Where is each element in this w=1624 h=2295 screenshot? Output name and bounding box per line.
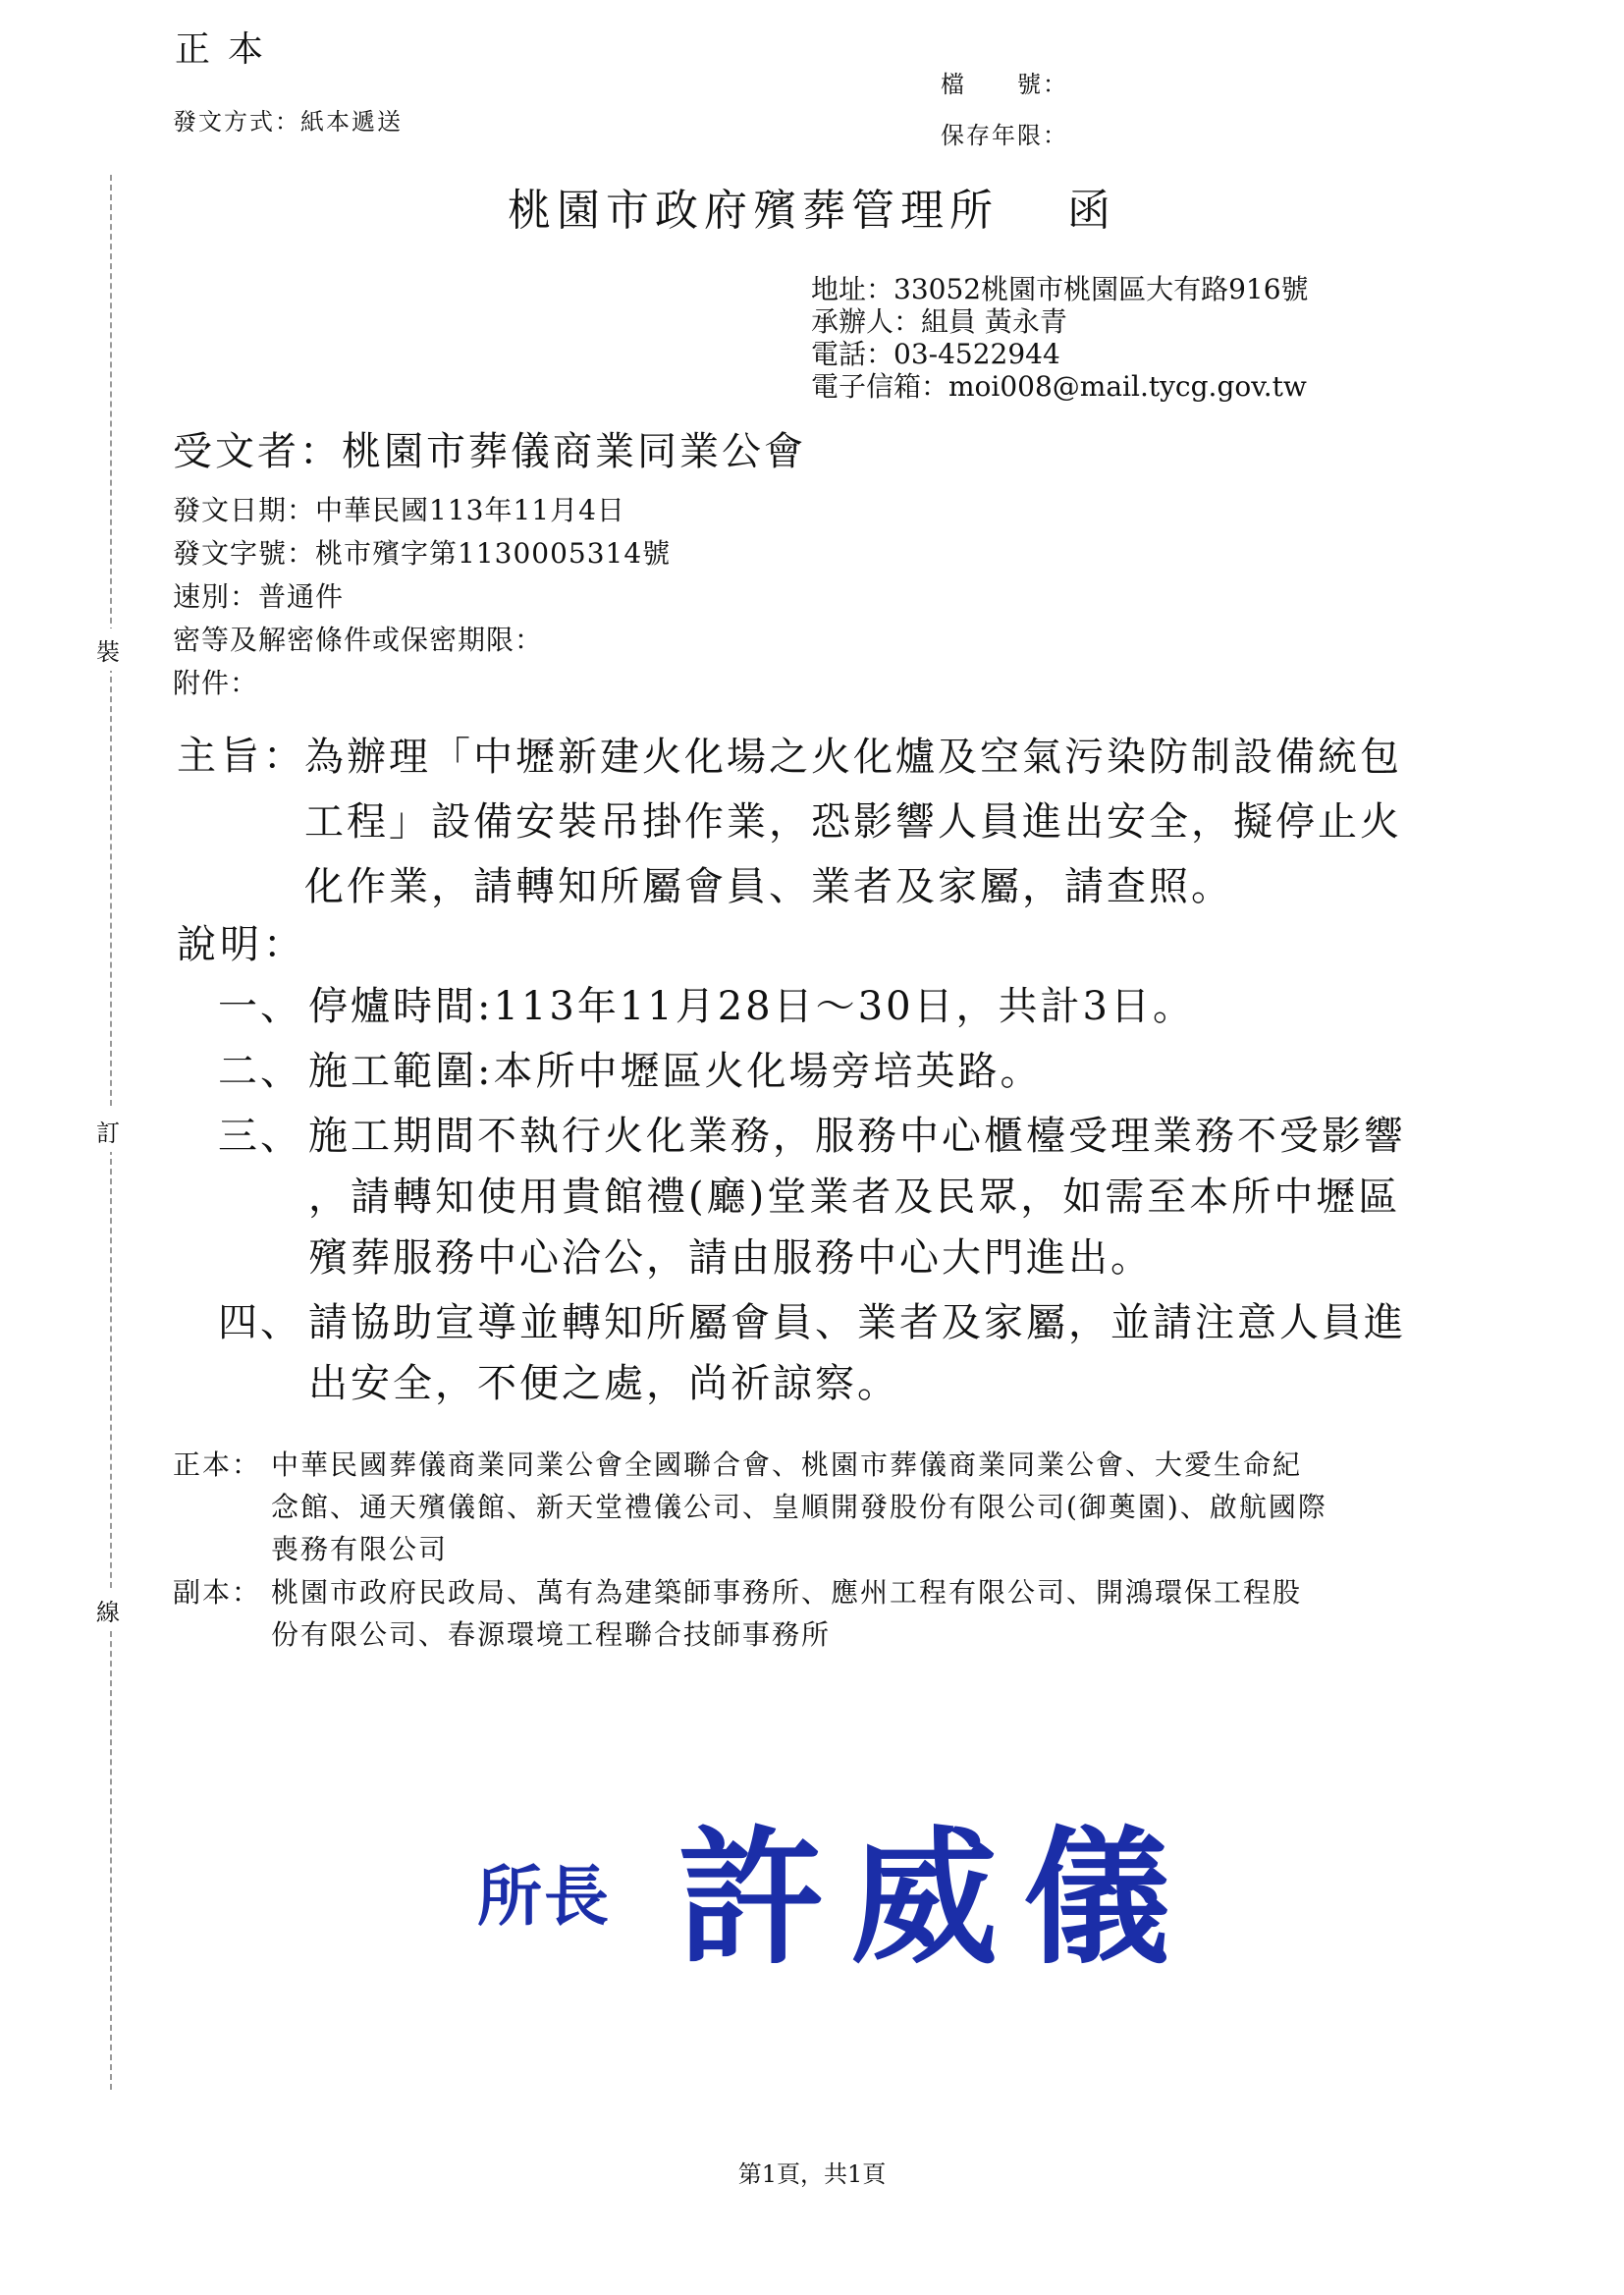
subject-line: 為辦理「中壢新建火化場之火化爐及空氣污染防制設備統包 (304, 735, 1402, 780)
contact-address: 地址：33052桃園市桃園區大有路916號 (811, 273, 1309, 305)
contact-block (811, 273, 1309, 403)
subject-text (304, 725, 1463, 919)
item-number: 二、 (218, 1049, 302, 1094)
contact-handler: 承辦人：組員 黃永青 (811, 305, 1067, 338)
page-indicator: 第1頁，共1頁 (737, 2160, 887, 2188)
explanation-item (218, 1292, 1475, 1414)
item-line: 出安全，不便之處，尚祈諒察。 (308, 1361, 899, 1406)
item-line: 殯葬服務中心洽公，請由服務中心大門進出。 (308, 1235, 1153, 1281)
issue-date: 發文日期：中華民國113年11月4日 (173, 494, 625, 526)
speed-category: 速別：普通件 (173, 580, 345, 613)
retention-period-label: 保存年限： (941, 122, 1068, 149)
contact-phone: 電話：03-4522944 (811, 338, 1060, 370)
document-title (0, 175, 1624, 238)
signature-name: 許威儀 (677, 1812, 1197, 1985)
delivery-method: 發文方式：紙本遞送 (173, 108, 403, 136)
item-line: 請協助宣導並轉知所屬會員、業者及家屬，並請注意人員進 (308, 1300, 1406, 1345)
document-type: 函 (1067, 186, 1116, 236)
item-number: 四、 (218, 1300, 302, 1345)
recipient: 受文者：桃園市葬儀商業同業公會 (173, 429, 806, 474)
contact-email: 電子信箱：moi008@mail.tycg.gov.tw (811, 370, 1307, 403)
distribution-line: 份有限公司、春源環境工程聯合技師事務所 (271, 1618, 832, 1651)
explanation-item (218, 1041, 1475, 1102)
binding-mark-ding: 訂 (96, 1110, 120, 1152)
copy-distribution (173, 1571, 1302, 1656)
document-meta (173, 489, 671, 705)
explanation-list (218, 976, 1475, 1418)
secrecy-level: 密等及解密條件或保密期限： (173, 624, 544, 656)
archive-info (941, 59, 1068, 161)
distribution-line: 念館、通天殯儀館、新天堂禮儀公司、皇順開發股份有限公司(御薁園)、啟航國際 (271, 1491, 1327, 1523)
document-number: 發文字號：桃市殯字第1130005314號 (173, 537, 672, 570)
item-line: 施工範圍:本所中壢區火化場旁培英路。 (308, 1049, 1043, 1094)
subject-line: 化作業，請轉知所屬會員、業者及家屬，請查照。 (304, 864, 1233, 909)
signature-title: 所長 (477, 1858, 611, 1935)
explanation-item (218, 1106, 1475, 1288)
subject-line: 工程」設備安裝吊掛作業，恐影響人員進出安全，擬停止火 (304, 799, 1402, 845)
item-line: ，請轉知使用貴館禮(廳)堂業者及民眾，如需至本所中壢區 (308, 1175, 1401, 1220)
binding-mark-zhuang: 裝 (96, 628, 120, 671)
explanation-label: 說明： (177, 922, 306, 967)
item-number: 一、 (218, 984, 302, 1029)
explanation-item (218, 976, 1475, 1037)
file-number-label: 檔 號： (941, 71, 1068, 98)
original-distribution (173, 1444, 1327, 1570)
original-label: 正本： (173, 1448, 262, 1481)
binding-mark-xian: 線 (96, 1589, 120, 1631)
distribution-line: 桃園市政府民政局、萬有為建築師事務所、應州工程有限公司、開鴻環保工程股 (271, 1576, 1303, 1609)
distribution-line: 中華民國葬儀商業同業公會全國聯合會、桃園市葬儀商業同業公會、大愛生命紀 (271, 1448, 1303, 1481)
distribution-line: 喪務有限公司 (271, 1533, 449, 1565)
copy-label: 副本： (173, 1576, 262, 1609)
item-line: 施工期間不執行火化業務，服務中心櫃檯受理業務不受影響 (308, 1114, 1406, 1159)
item-number: 三、 (218, 1114, 302, 1159)
agency-name: 桃園市政府殯葬管理所 (508, 186, 999, 236)
item-line: 停爐時間:113年11月28日～30日，共計3日。 (308, 984, 1195, 1029)
subject-label: 主旨： (177, 734, 306, 779)
attachment-label: 附件： (173, 667, 259, 699)
copy-type-label: 正本 (175, 29, 282, 70)
